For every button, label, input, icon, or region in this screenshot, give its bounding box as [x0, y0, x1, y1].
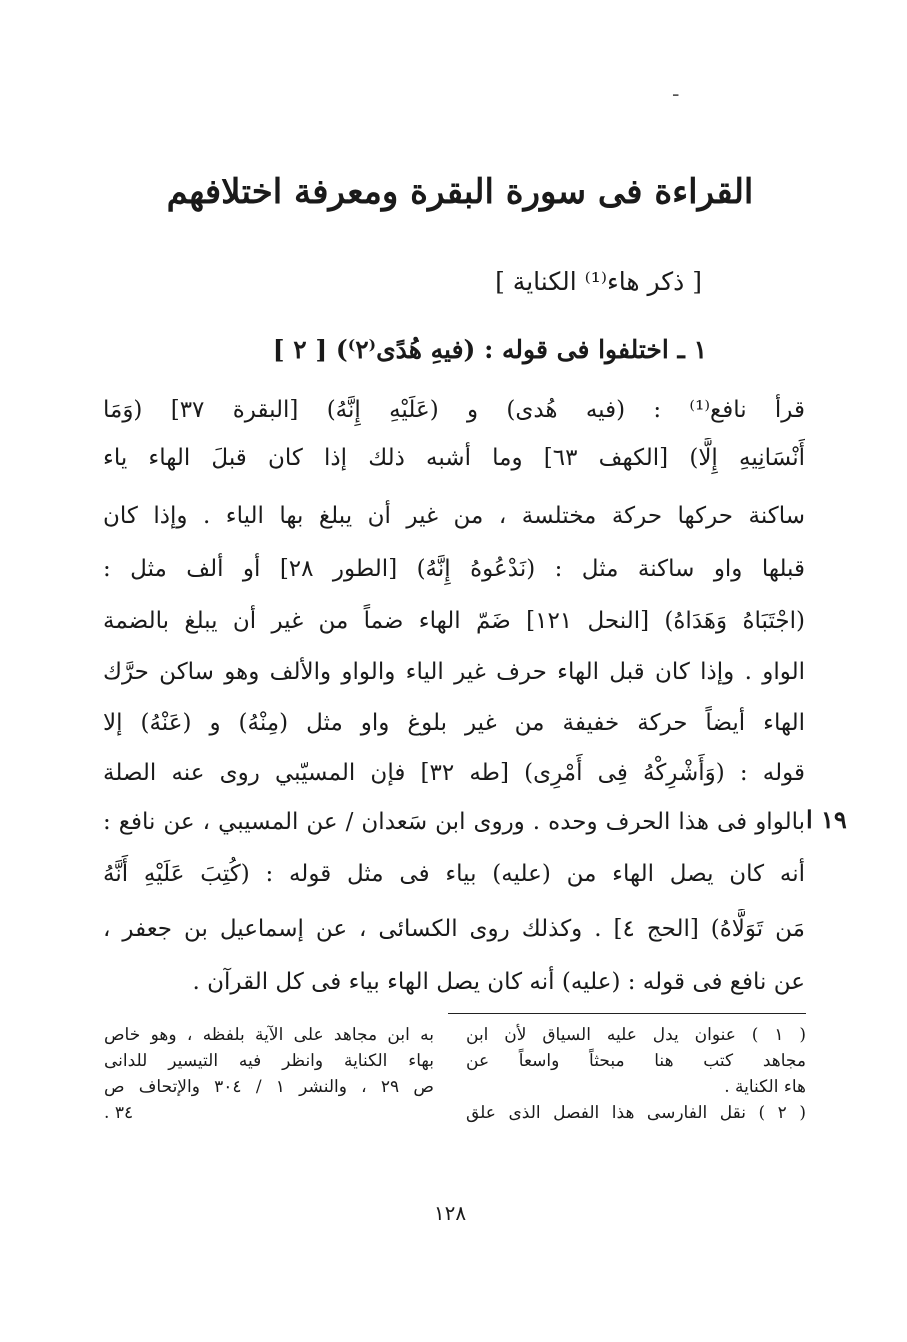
- item-heading: ١ ـ اختلفوا فى قوله : (فيهِ هُدًى⁽٢⁾) [ ٢ ]: [272, 335, 707, 364]
- page-number: ١٢٨: [433, 1201, 467, 1225]
- footnote-line: ص ٢٩ ، والنشر ١ / ٣٠٤ والإتحاف ص: [104, 1077, 434, 1097]
- body-line: ساكنة حركها حركة مختلسة ، من غير أن يبلغ بها الياء . وإذا كان: [103, 503, 805, 529]
- chapter-title: القراءة فى سورة البقرة ومعرفة اختلافهم: [166, 172, 754, 212]
- body-line: مَن تَوَلَّاهُ) [الحج ٤] . وكذلك روى الكسائى ، عن إسماعيل بن جعفر ،: [103, 916, 805, 942]
- body-line: الهاء أيضاً حركة خفيفة من غير بلوغ واو مثل (مِنْهُ) و (عَنْهُ) إلا: [103, 710, 805, 736]
- body-line: أَنْسَانِيهِ إِلَّا) [الكهف ٦٣] وما أشبه ذلك إذا كان قبلَ الهاء ياء: [103, 445, 805, 471]
- footnote-line: به ابن مجاهد على الآية بلفظه ، وهو خاص: [104, 1025, 434, 1045]
- body-line: بالواو فى هذا الحرف وحده . وروى ابن سَعدان / عن المسيبي ، عن نافع :: [103, 809, 805, 835]
- footnote-line: مجاهد كتب هنا مبحثاً واسعاً عن: [466, 1051, 806, 1071]
- footnote-line: ( ١ ) عنوان يدل عليه السياق لأن ابن: [466, 1025, 806, 1045]
- body-line: الواو . وإذا كان قبل الهاء حرف غير الياء والواو والألف وهو ساكن حرَّك: [103, 659, 805, 685]
- footnote-line: ٣٤ .: [104, 1103, 134, 1123]
- footnotes-left-column: [104, 1022, 434, 1126]
- body-line: عن نافع فى قوله : (عليه) أنه كان يصل الهاء بياء فى كل القرآن .: [192, 969, 805, 995]
- section-subheading: [ ذكر هاء⁽¹⁾ الكناية ]: [495, 267, 702, 296]
- footnote-line: بهاء الكناية وانظر فيه التيسير للدانى: [104, 1051, 434, 1071]
- margin-folio-note: ١٩ ا: [806, 805, 847, 834]
- body-line: قوله : (وَأَشْرِكْهُ فِى أَمْرِى) [طه ٣٢] فإن المسيّبي روى عنه الصلة: [103, 760, 805, 786]
- corner-mark: -: [672, 82, 680, 107]
- body-line: قرأ نافع⁽¹⁾ : (فيه هُدى) و (عَلَيْهِ إِنَّهُ) [البقرة ٣٧] (وَمَا: [103, 397, 805, 423]
- footnotes-right-column: [466, 1022, 806, 1126]
- footnote-separator: [448, 1013, 806, 1014]
- body-line: أنه كان يصل الهاء من (عليه) بياء فى مثل قوله : (كُتِبَ عَلَيْهِ أَنَّهُ: [103, 861, 805, 887]
- footnote-line: هاء الكناية .: [724, 1077, 806, 1097]
- body-line: (اجْتَبَاهُ وَهَدَاهُ) [النحل ١٢١] ضَمّ الهاء ضماً من غير أن يبلغ بالضمة: [103, 608, 805, 634]
- footnote-line: ( ٢ ) نقل الفارسى هذا الفصل الذى علق: [466, 1103, 806, 1123]
- body-line: قبلها واو ساكنة مثل : (نَدْعُوهُ إِنَّهُ) [الطور ٢٨] أو ألف مثل :: [103, 556, 805, 582]
